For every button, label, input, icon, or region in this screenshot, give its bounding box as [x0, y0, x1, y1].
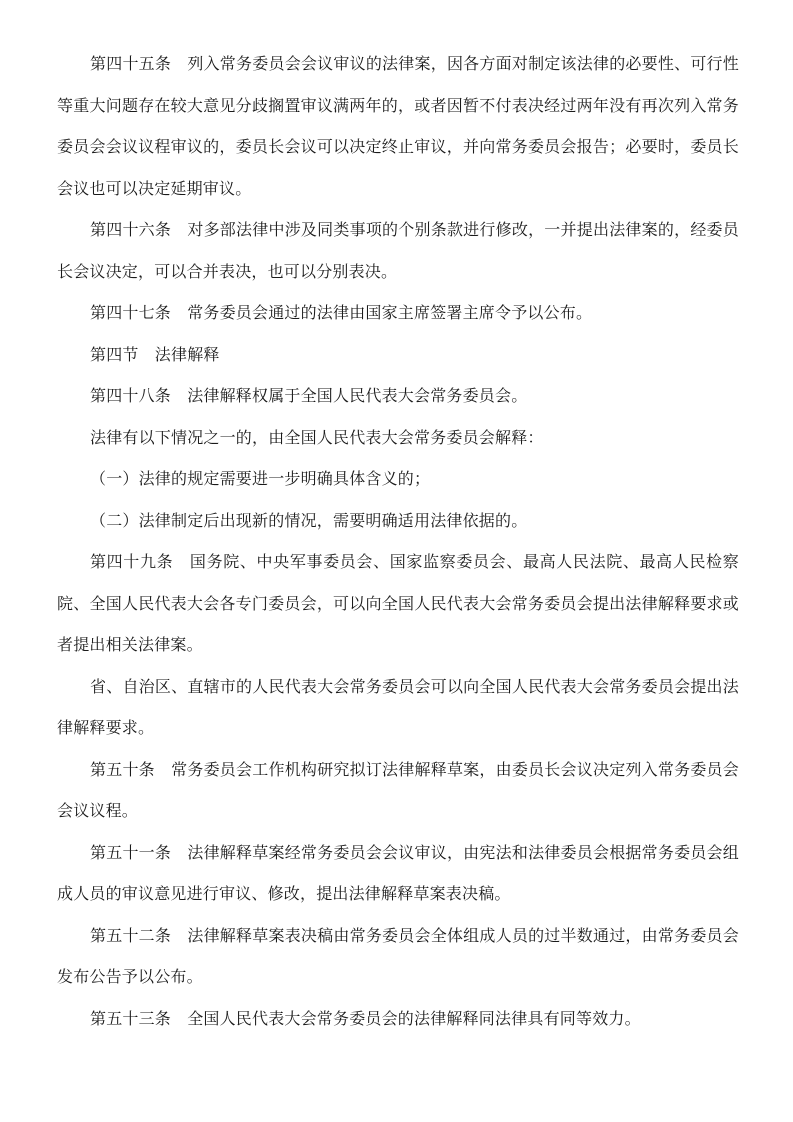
article-45-paragraph: 第四十五条 列入常务委员会会议审议的法律案，因各方面对制定该法律的必要性、可行性等重大问题存在较大意见分歧搁置审议满两年的，或者因暂不付表决经过两年没有再次列入常务委员会会议议程审议的，委员长会议可以决定终止审议，并向常务委员会报告；必要时，委员长会议也可以决定延期审议。: [57, 54, 739, 198]
article-48-item-2: （二）法律制定后出现新的情况，需要明确适用法律依据的。: [90, 510, 528, 530]
article-49-paragraph: 第四十九条 国务院、中央军事委员会、国家监察委员会、最高人民法院、最高人民检察院、全国人民代表大会各专门委员会，可以向全国人民代表大会常务委员会提出法律解释要求或者提出相关法律案。: [57, 552, 739, 654]
article-48-item-1: （一）法律的规定需要进一步明确具体含义的；: [90, 469, 431, 488]
article-53-paragraph: 第五十三条 全国人民代表大会常务委员会的法律解释同法律具有同等效力。: [90, 1008, 641, 1028]
document-body: [57, 43, 739, 1039]
article-48-paragraph: 第四十八条 法律解释权属于全国人民代表大会常务委员会。: [90, 386, 528, 405]
article-49-paragraph-2: 省、自治区、直辖市的人民代表大会常务委员会可以向全国人民代表大会常务委员会提出法律解释要求。: [57, 676, 739, 737]
article-48-clause-intro: 法律有以下情况之一的，由全国人民代表大会常务委员会解释：: [90, 427, 544, 447]
article-47-paragraph: 第四十七条 常务委员会通过的法律由国家主席签署主席令予以公布。: [90, 303, 593, 322]
section-heading: 第四节 法律解释: [90, 344, 220, 364]
article-52-paragraph: 第五十二条 法律解释草案表决稿由常务委员会全体组成人员的过半数通过，由常务委员会发布公告予以公布。: [57, 925, 739, 986]
article-50-paragraph: 第五十条 常务委员会工作机构研究拟订法律解释草案，由委员长会议决定列入常务委员会会议议程。: [57, 759, 739, 820]
article-46-paragraph: 第四十六条 对多部法律中涉及同类事项的个别条款进行修改，一并提出法律案的，经委员长会议决定，可以合并表决，也可以分别表决。: [57, 220, 739, 281]
article-51-paragraph: 第五十一条 法律解释草案经常务委员会会议审议，由宪法和法律委员会根据常务委员会组成人员的审议意见进行审议、修改，提出法律解释草案表决稿。: [57, 842, 739, 903]
